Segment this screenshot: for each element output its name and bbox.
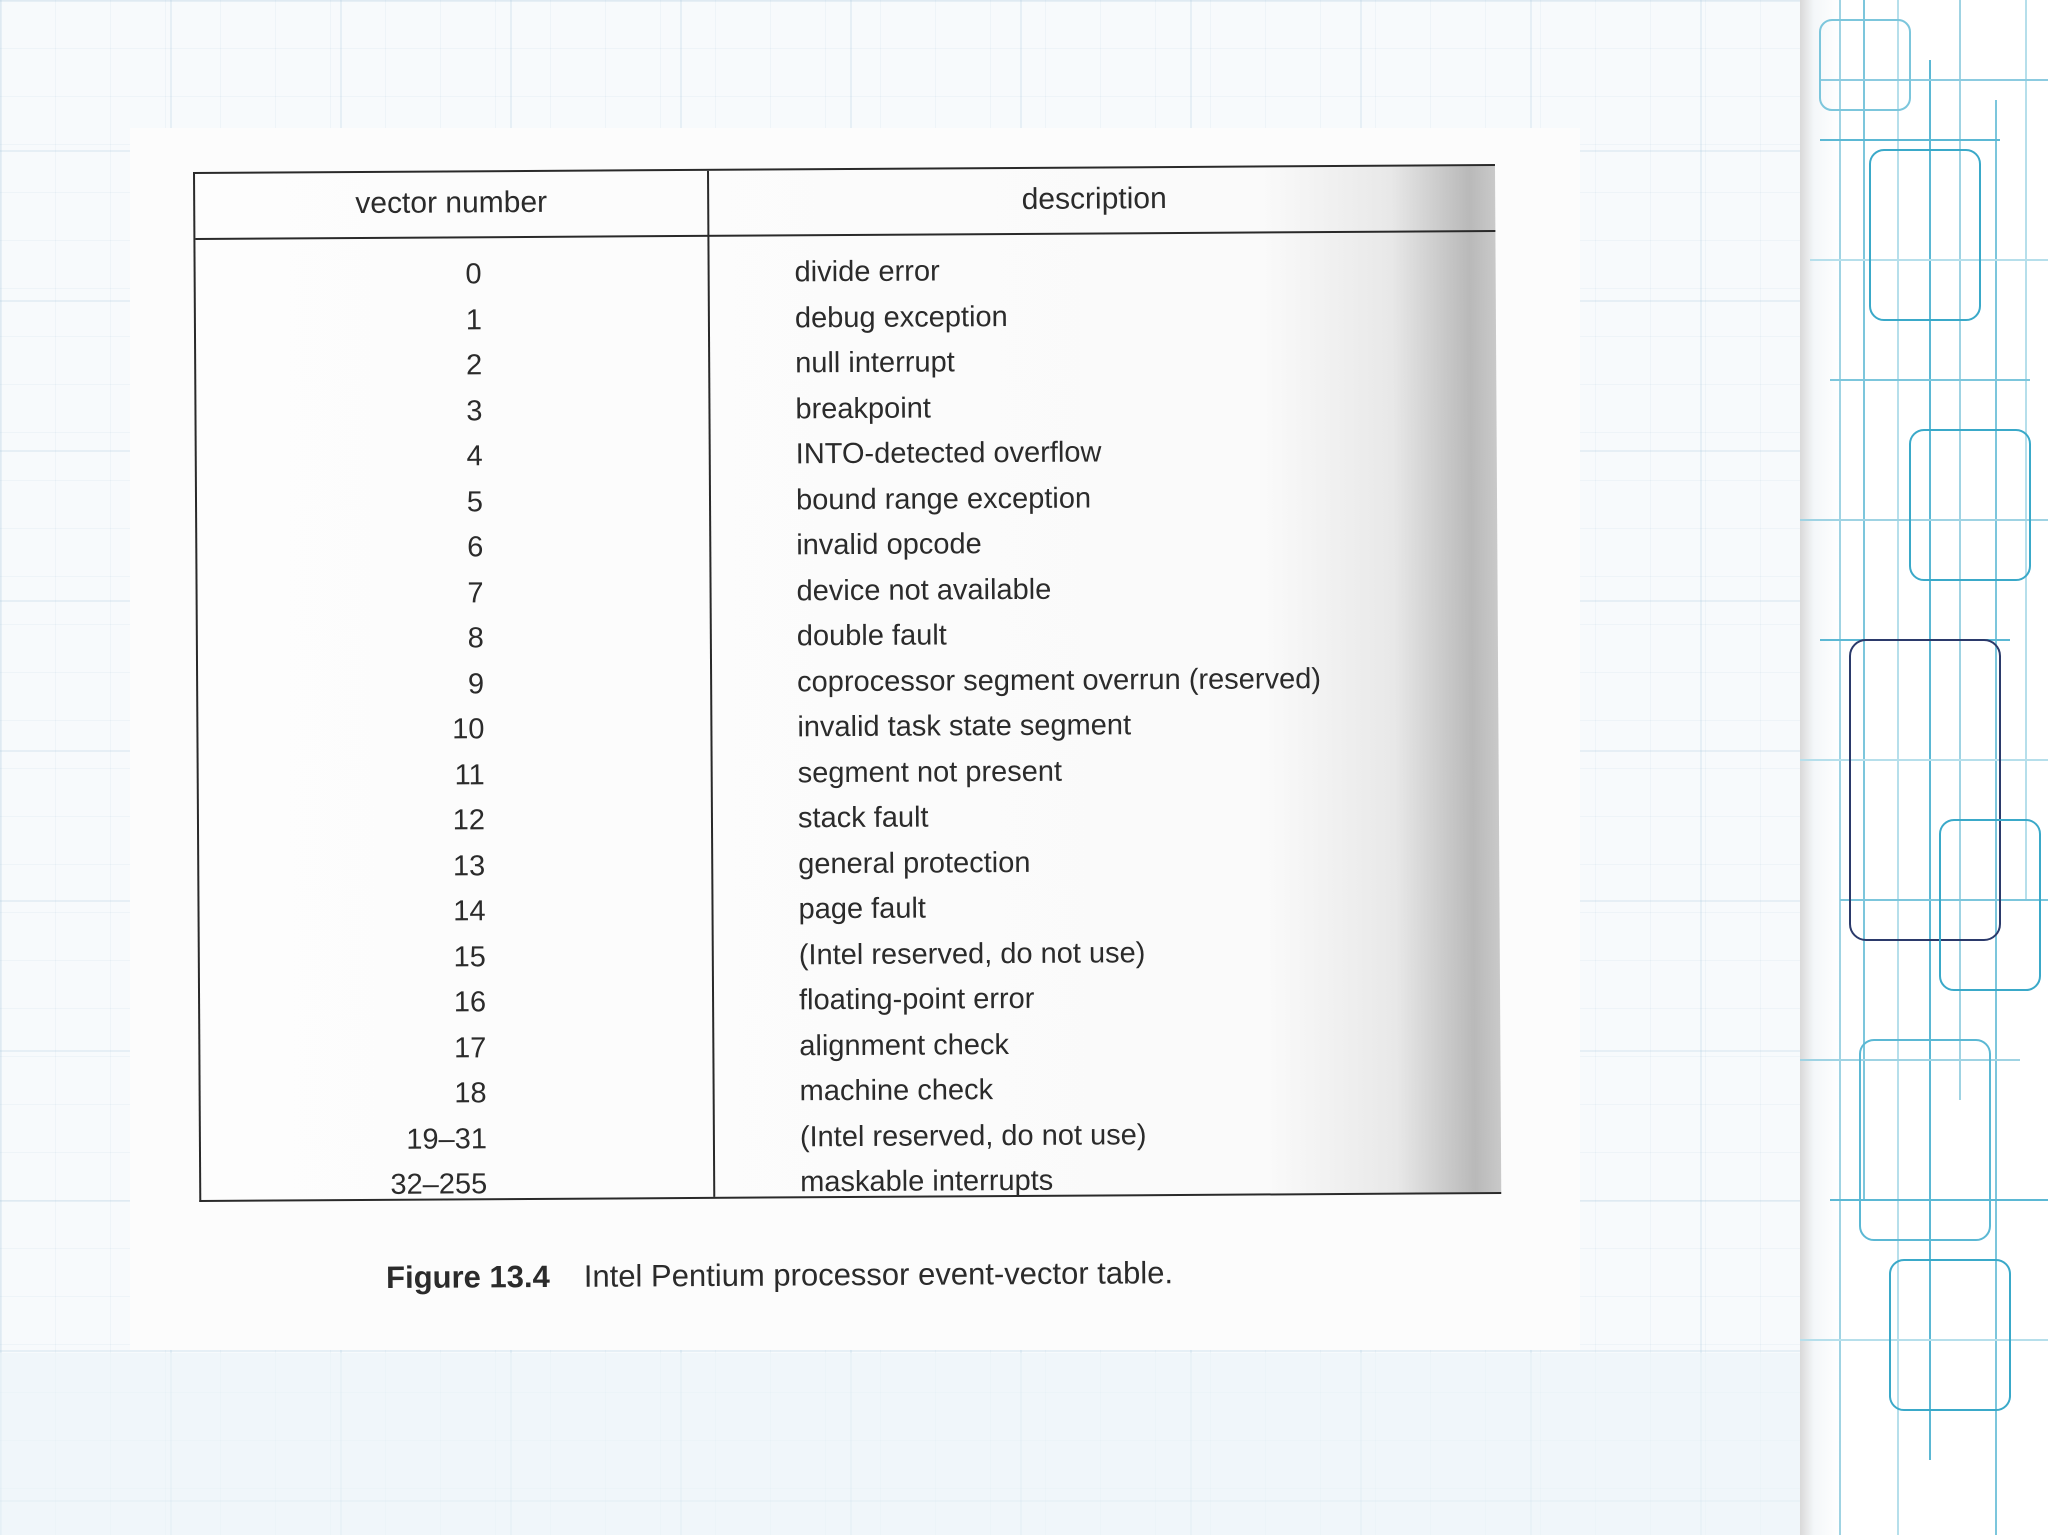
vector-number-cell: 6 (467, 531, 484, 564)
description-cell: divide error (794, 255, 940, 289)
vector-number-cell: 0 (465, 258, 482, 291)
vector-number-cell: 15 (453, 940, 486, 973)
description-cell: alignment check (799, 1028, 1010, 1062)
description-cell: invalid opcode (796, 528, 982, 562)
description-cell: maskable interrupts (800, 1164, 1054, 1199)
vector-number-cell: 3 (466, 394, 483, 427)
description-cell: debug exception (794, 300, 1008, 334)
table-row (200, 1022, 1500, 1075)
vector-number-cell: 5 (466, 485, 484, 518)
table-row (196, 339, 1496, 392)
vector-number-cell: 11 (454, 758, 485, 791)
vector-number-cell: 12 (452, 804, 486, 837)
vector-number-cell: 16 (453, 986, 487, 1019)
description-cell: floating-point error (798, 982, 1035, 1017)
slide-bottom-strip (0, 1353, 1800, 1535)
table-row (198, 703, 1498, 756)
description-cell: null interrupt (795, 346, 955, 380)
table-row (198, 658, 1498, 711)
table-row (197, 476, 1497, 529)
figure-caption-text: Intel Pentium processor event-vector table. (583, 1255, 1174, 1294)
vector-number-cell: 10 (452, 713, 485, 746)
description-cell: page fault (798, 892, 927, 926)
vector-number-cell: 7 (467, 576, 484, 609)
vector-number-cell: 13 (452, 849, 486, 882)
table-row (196, 294, 1496, 347)
table-row (199, 885, 1499, 938)
table-row (200, 931, 1500, 984)
description-cell: double fault (796, 619, 947, 653)
table-row (197, 521, 1497, 574)
description-cell: general protection (798, 846, 1031, 880)
table-row (199, 840, 1499, 893)
header-rule (195, 230, 1495, 240)
header-description: description (1021, 182, 1167, 216)
description-cell: (Intel reserved, do not use) (799, 1118, 1147, 1153)
vector-number-cell: 19–31 (406, 1122, 488, 1156)
description-cell: segment not present (797, 755, 1063, 789)
table-row (199, 794, 1499, 847)
description-cell: device not available (796, 573, 1052, 607)
vector-number-cell: 8 (467, 622, 484, 655)
description-cell: coprocessor segment overrun (reserved) (797, 662, 1322, 698)
decorative-circuit-panel (1800, 0, 2048, 1535)
vector-number-cell: 17 (453, 1031, 487, 1064)
table-row (198, 612, 1498, 665)
description-cell: (Intel reserved, do not use) (798, 936, 1146, 971)
table-body (196, 248, 1502, 1211)
scanned-page (130, 128, 1580, 1350)
description-cell: machine check (799, 1074, 994, 1108)
description-cell: invalid task state segment (797, 709, 1132, 744)
description-cell: bound range exception (795, 482, 1092, 516)
table-row (196, 385, 1496, 438)
event-vector-table (193, 164, 1501, 1202)
figure-label: Figure 13.4 (386, 1259, 550, 1295)
vector-number-cell: 4 (466, 440, 483, 473)
table-row (196, 248, 1496, 301)
vector-number-cell: 9 (467, 667, 485, 700)
table-row (197, 567, 1497, 620)
vector-number-cell: 2 (465, 349, 483, 382)
vector-number-cell: 14 (453, 895, 486, 928)
circuit-lines-graphic (1800, 0, 2048, 1535)
vector-number-cell: 1 (465, 303, 483, 336)
vector-number-cell: 32–255 (390, 1168, 488, 1201)
table-row (201, 1067, 1501, 1120)
vector-number-cell: 18 (454, 1077, 487, 1110)
description-cell: stack fault (797, 801, 929, 835)
table-row (199, 749, 1499, 802)
header-vector-number: vector number (355, 185, 548, 221)
table-row (201, 1158, 1501, 1211)
table-row (201, 1113, 1501, 1166)
table-row (200, 976, 1500, 1029)
description-cell: INTO-detected overflow (795, 436, 1102, 471)
description-cell: breakpoint (795, 391, 931, 425)
table-row (197, 430, 1497, 483)
figure-caption (386, 1255, 1173, 1296)
